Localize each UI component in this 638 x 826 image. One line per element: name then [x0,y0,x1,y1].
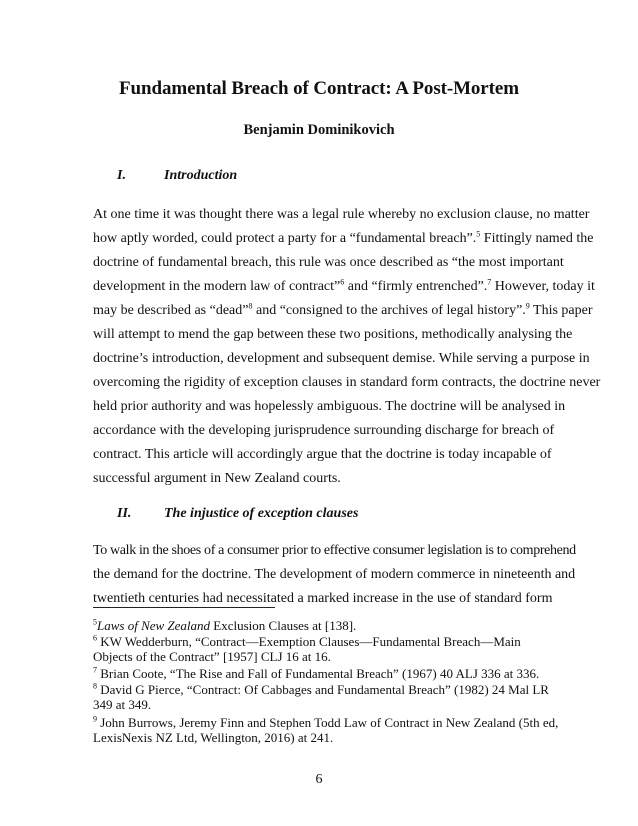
author-name: Benjamin Dominikovich [243,122,395,138]
paragraph-line [93,301,593,321]
footnote-text: John Burrows, Jeremy Finn and Stephen Todd Law of Contract in New Zealand (5th ed, [97,715,559,730]
footnote-number: 5 [93,617,97,627]
paragraph-line: the demand for the doctrine. The development of modern commerce in nineteenth and [93,567,576,582]
line-text: This paper [529,303,593,318]
footnote-number: 8 [93,681,97,691]
footnote [93,618,553,633]
paragraph-line: contract. This article will accordingly argue that the doctrine is today incapable of [93,447,552,462]
line-text: development in the modern law of contract” [93,279,341,294]
section-number: II. [117,506,132,521]
paragraph-line [93,229,594,249]
section-title: Introduction [164,168,238,183]
page-number: 6 [315,772,323,787]
footnote-text: Brian Coote, “The Rise and Fall of Fundamental Breach” (1967) 40 ALJ 336 at 336. [97,666,540,681]
footnote-italic: Laws of New Zealand [97,618,211,633]
paragraph-line: accordance with the developing jurisprudence surrounding discharge for breach of [93,423,555,438]
footnote-text: David G Pierce, “Contract: Of Cabbages and Fundamental Breach” (1982) 24 Mal LR [97,682,549,697]
footnote [93,714,559,745]
footnote [93,682,553,712]
footnote-ref: 9 [525,301,530,311]
section-number: I. [117,168,126,183]
footnote-text: KW Wedderburn, “Contract—Exemption Clauses—Fundamental Breach—Main [97,634,521,649]
footnote-number: 6 [93,633,97,643]
footnote-number: 9 [93,714,97,724]
paragraph-line: twentieth centuries had necessitated a marked increase in the use of standard form [93,591,553,606]
paragraph-line: overcoming the rigidity of exception clauses in standard form contracts, the doctrine never [93,375,601,390]
paragraph-line: To walk in the shoes of a consumer prior to effective consumer legislation is to comprehend [93,543,576,558]
paragraph-line: doctrine of fundamental breach, this rule was once described as “the most important [93,255,564,270]
line-text: and “consigned to the archives of legal history”. [252,303,526,318]
footnote-ref: 5 [476,229,481,239]
footnote-text: LexisNexis NZ Ltd, Wellington, 2016) at 241. [93,730,334,745]
paragraph-line [93,277,595,297]
paragraph-line: successful argument in New Zealand courts. [93,471,341,486]
footnote-separator [93,607,275,608]
footnote [93,666,553,681]
line-text: and “firmly entrenched”. [344,279,488,294]
line-text: may be described as “dead” [93,303,249,318]
footnote-ref: 8 [248,301,253,311]
line-text: how aptly worded, could protect a party for a “fundamental breach”. [93,231,477,246]
paragraph-line: doctrine’s introduction, development and subsequent demise. While serving a purpose in [93,351,590,366]
footnote-ref: 7 [487,277,492,287]
line-text: However, today it [491,279,595,294]
paragraph-line: held prior authority and was hopelessly ambiguous. The doctrine will be analysed in [93,399,566,414]
paragraph-line: At one time it was thought there was a legal rule whereby no exclusion clause, no matter [93,207,590,222]
line-text: Fittingly named the [480,231,594,246]
footnote-number: 7 [93,665,97,675]
footnote-text: Exclusion Clauses at [138]. [210,618,357,633]
footnote-text: Objects of the Contract” [1957] CLJ 16 at 16. [93,649,331,664]
paragraph-line: will attempt to mend the gap between these two positions, methodically analysing the [93,327,573,342]
footnote-ref: 6 [340,277,345,287]
page-title: Fundamental Breach of Contract: A Post-Mortem [119,78,519,99]
section-title: The injustice of exception clauses [164,506,359,521]
footnote [93,634,553,664]
footnote-text: 349 at 349. [93,697,152,712]
